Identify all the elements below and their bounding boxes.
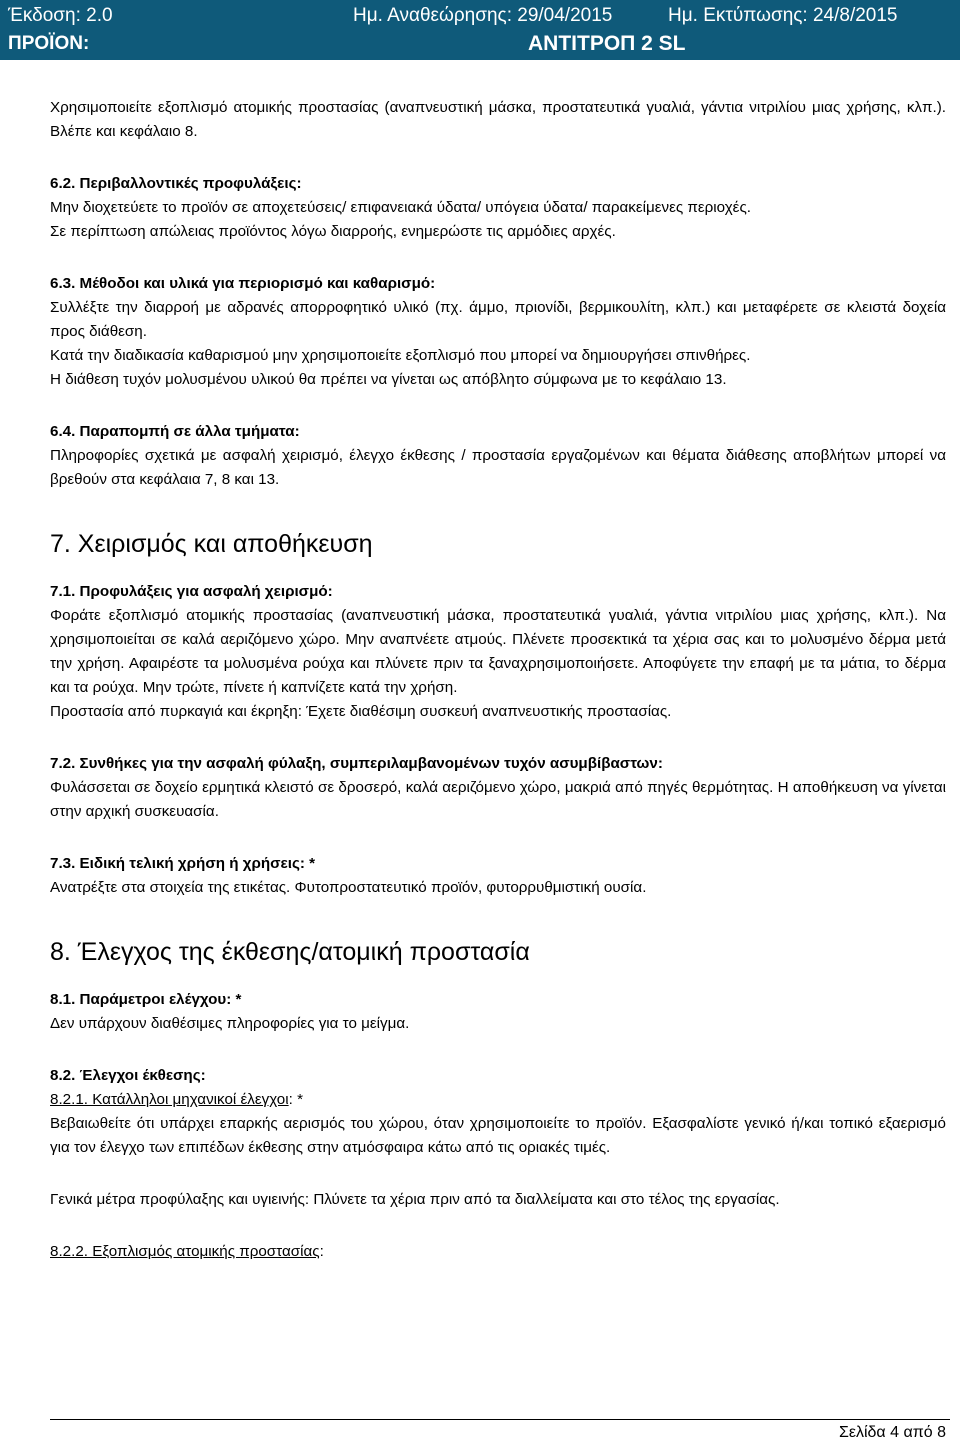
print-date: Ημ. Εκτύπωσης: 24/8/2015 [668, 5, 898, 26]
section-7-3-title: 7.3. Ειδική τελική χρήση ή χρήσεις: * [50, 855, 316, 872]
section-8-heading: 8. Έλεγχος της έκθεσης/ατομική προστασία [50, 938, 530, 966]
section-8-2-2-suffix: : [319, 1243, 324, 1260]
product-label: ΠΡΟΪΟΝ: [8, 33, 90, 54]
product-name: ΑΝΤΙΤΡΟΠ 2 SL [528, 32, 686, 55]
section-8-2-1-heading [50, 1088, 946, 1112]
revision-date: Ημ. Αναθεώρησης: 29/04/2015 [353, 5, 613, 26]
section-6-4-text: Πληροφορίες σχετικά με ασφαλή χειρισμό, έλεγχο έκθεσης / προστασία εργαζομένων και θέματα διάθεσης αποβλήτων μπορεί να βρεθούν στα κεφάλαια 7, 8 και 13. [50, 447, 946, 488]
section-6-1-tail: Χρησιμοποιείτε εξοπλισμό ατομικής προστασίας (αναπνευστική μάσκα, προστατευτικά γυαλιά, γάντια νιτριλίου μιας χρήσης, κλπ.). Βλέπε και κεφάλαιο 8. [50, 99, 946, 140]
document-body [50, 96, 946, 1264]
section-7-2-text: Φυλάσσεται σε δοχείο ερμητικά κλειστό σε δροσερό, καλά αεριζόμενο χώρο, μακριά από πηγές θερμότητας. Η αποθήκευση να γίνεται στην αρχική συσκευασία. [50, 779, 946, 820]
section-6-2-line1: Μην διοχετεύετε το προϊόν σε αποχετεύσεις/ επιφανειακά ύδατα/ υπόγεια ύδατα/ παρακείμενες περιοχές. [50, 199, 751, 216]
section-7-1-fire: Προστασία από πυρκαγιά και έκρηξη: Έχετε διαθέσιμη συσκευή αναπνευστικής προστασίας. [50, 703, 672, 720]
section-7-1-title: 7.1. Προφυλάξεις για ασφαλή χειρισμό: [50, 583, 333, 600]
header-row-product [0, 30, 960, 58]
section-6-3-title: 6.3. Μέθοδοι και υλικά για περιορισμό και καθαρισμό: [50, 275, 436, 292]
section-6-3-line1: Συλλέξτε την διαρροή με αδρανές απορροφητικό υλικό (πχ. άμμο, πριονίδι, βερμικουλίτη, κλπ.) και μεταφέρετε σε κλειστά δοχεία προς διάθεση. [50, 299, 946, 340]
section-6-2-title: 6.2. Περιβαλλοντικές προφυλάξεις: [50, 175, 302, 192]
section-6-3-line2: Κατά την διαδικασία καθαρισμού μην χρησιμοποιείτε εξοπλισμό που μπορεί να δημιουργήσει σπινθήρες. [50, 347, 751, 364]
section-8-1-title: 8.1. Παράμετροι ελέγχου: * [50, 991, 242, 1008]
section-6-4-title: 6.4. Παραπομπή σε άλλα τμήματα: [50, 423, 300, 440]
section-8-2-2-title: 8.2.2. Εξοπλισμός ατομικής προστασίας [50, 1243, 320, 1260]
section-7-2-title: 7.2. Συνθήκες για την ασφαλή φύλαξη, συμπεριλαμβανομένων τυχόν ασυμβίβαστων: [50, 755, 663, 772]
section-7-1-text: Φοράτε εξοπλισμό ατομικής προστασίας (αναπνευστική μάσκα, προστατευτικά γυαλιά, γάντια νιτριλίου μιας χρήσης, κλπ.). Να χρησιμοποιείται σε καλά αεριζόμενο χώρο. Μην αναπνέετε ατμούς. Πλένετε προσεκτικά τα χέρια σας και το μολυσμένο δέρμα μετά την χρήση. Αφαιρέστε τα μολυσμένα ρούχα και πλύνετε πριν τα ξαναχρησιμοποιήσετε. Αποφύγετε την επαφή με τα μάτια, το δέρμα και τα ρούχα. Μην τρώτε, πίνετε ή καπνίζετε κατά την χρήση. [50, 607, 946, 696]
document-header [0, 0, 960, 60]
section-6-2-line2: Σε περίπτωση απώλειας προϊόντος λόγω διαρροής, ενημερώστε τις αρμόδιες αρχές. [50, 223, 616, 240]
section-8-2-1-suffix: : * [288, 1091, 303, 1108]
section-7-3-text: Ανατρέξτε στα στοιχεία της ετικέτας. Φυτοπροστατευτικό προϊόν, φυτορρυθμιστική ουσία. [50, 879, 647, 896]
section-7-heading: 7. Χειρισμός και αποθήκευση [50, 530, 373, 558]
section-8-2-1-text: Βεβαιωθείτε ότι υπάρχει επαρκής αερισμός του χώρου, όταν χρησιμοποιείτε το προϊόν. Εξασφαλίστε γενικό ή/και τοπικό εξαερισμό για τον έλεγχο των επιπέδων έκθεσης στην ατμόσφαιρα κάτω από τις οριακές τιμές. [50, 1115, 946, 1156]
section-6-3-line3: Η διάθεση τυχόν μολυσμένου υλικού θα πρέπει να γίνεται ως απόβλητο σύμφωνα με το κεφάλαιο 13. [50, 371, 727, 388]
section-8-1-text: Δεν υπάρχουν διαθέσιμες πληροφορίες για το μείγμα. [50, 1015, 410, 1032]
section-8-2-title: 8.2. Έλεγχοι έκθεσης: [50, 1067, 206, 1084]
section-8-2-1-hygiene: Γενικά μέτρα προφύλαξης και υγιεινής: Πλύνετε τα χέρια πριν από τα διαλλείματα και στο τέλος της εργασίας. [50, 1191, 780, 1208]
footer-divider [50, 1419, 950, 1420]
section-8-2-2-heading [50, 1240, 946, 1264]
version-label: Έκδοση: 2.0 [8, 5, 113, 26]
section-8-2-1-title: 8.2.1. Κατάλληλοι μηχανικοί έλεγχοι [50, 1091, 289, 1108]
page-number: Σελίδα 4 από 8 [838, 1424, 946, 1441]
header-row-dates [0, 2, 960, 30]
